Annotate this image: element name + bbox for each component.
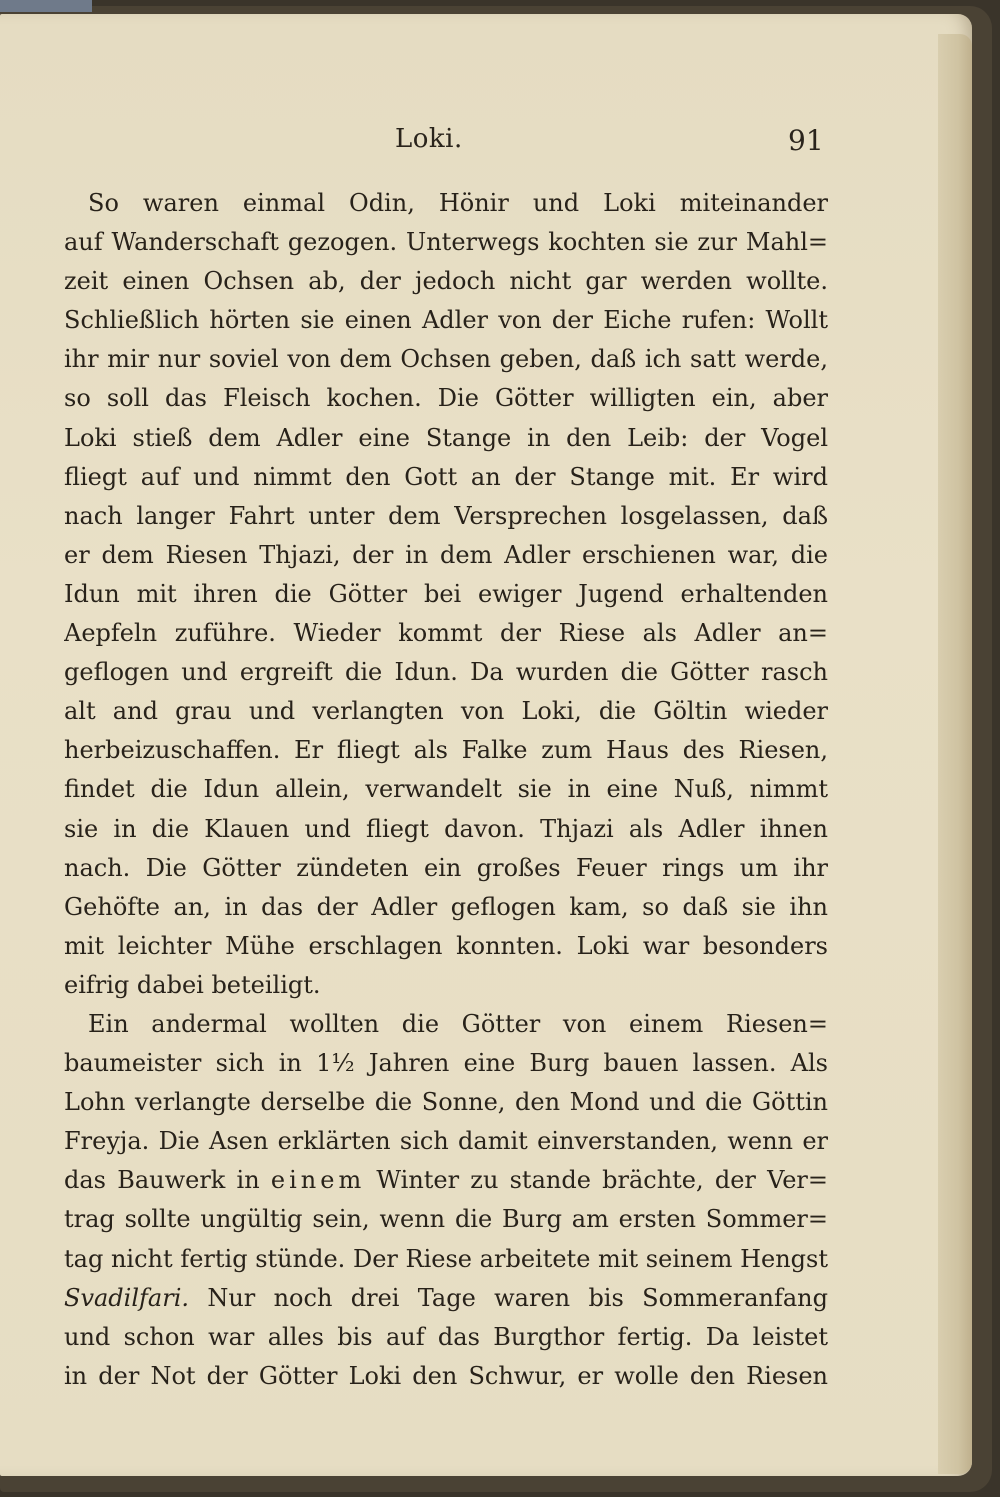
text-line: Loki stieß dem Adler eine Stange in den Leib: der Vogel [64,423,828,452]
text-line: baumeister sich in 1½ Jahren eine Burg bauen lassen. Als [64,1049,828,1078]
text-line: herbeizuschaffen. Er fliegt als Falke zum Haus des Riesen, [64,736,828,765]
text-line: mit leichter Mühe erschlagen konnten. Loki war besonders [64,931,828,960]
text-line: eifrig dabei beteiligt. [64,970,321,999]
running-head [0,124,972,164]
text-line: Schließlich hörten sie einen Adler von der Eiche rufen: Wollt [64,306,828,335]
text-line: trag sollte ungültig sein, wenn die Burg am ersten Sommer= [64,1205,828,1234]
text-line: nach. Die Götter zündeten ein großes Feuer rings um ihr [64,853,828,882]
text-fragment: das Bauwerk in [64,1166,260,1195]
text-line: so soll das Fleisch kochen. Die Götter willigten ein, aber [64,384,828,413]
text-line: Gehöfte an, in das der Adler geflogen kam, so daß sie ihn [64,892,828,921]
text-line: zeit einen Ochsen ab, der jedoch nicht gar werden wollte. [64,267,828,296]
text-line: geflogen und ergreift die Idun. Da wurden die Götter rasch [64,658,828,687]
text-line: tag nicht fertig stünde. Der Riese arbeitete mit seinem Hengst [64,1244,828,1273]
text-line: Idun mit ihren die Götter bei ewiger Jugend erhaltenden [64,579,828,608]
spaced-emphasis: einem [270,1166,366,1195]
text-line-composite [64,1279,828,1318]
text-line: Ein andermal wollten die Götter von einem Riesen= [88,1009,828,1038]
text-line: ihr mir nur soviel von dem Ochsen geben, daß ich satt werde, [64,345,828,374]
text-line: und schon war alles bis auf das Burgthor fertig. Da leistet [64,1322,828,1351]
page-edge [938,34,972,1474]
text-line-composite [64,1161,828,1200]
text-line: alt and grau und verlangten von Loki, die Göltin wieder [64,697,828,726]
text-line: Aepfeln zuführe. Wieder kommt der Riese als Adler an= [64,619,828,648]
text-fragment: Nur noch drei Tage waren bis Sommeranfang [207,1283,828,1312]
chapter-title: Loki. [395,124,463,154]
text-line: sie in die Klauen und fliegt davon. Thjazi als Adler ihnen [64,814,828,843]
text-line: Lohn verlangte derselbe die Sonne, den Mond und die Göttin [64,1088,828,1117]
text-line: fliegt auf und nimmt den Gott an der Stange mit. Er wird [64,462,828,491]
italic-name: Svadilfari. [64,1283,189,1312]
text-line: So waren einmal Odin, Hönir und Loki miteinander [88,189,828,217]
text-line: auf Wanderschaft gezogen. Unterwegs kochten sie zur Mahl= [64,228,828,257]
text-line: er dem Riesen Thjazi, der in dem Adler erschienen war, die [64,540,828,569]
scanner-corner-tab [0,0,92,12]
body-text [64,184,828,1396]
text-line: in der Not der Götter Loki den Schwur, er wolle den Riesen [64,1361,828,1390]
page-number: 91 [788,124,824,157]
text-line: findet die Idun allein, verwandelt sie in eine Nuß, nimmt [64,775,828,804]
text-fragment: Winter zu stande brächte, der Ver= [376,1166,828,1195]
book-page [0,14,972,1476]
text-line: nach langer Fahrt unter dem Versprechen losgelassen, daß [64,501,828,530]
text-line: Freyja. Die Asen erklärten sich damit einverstanden, wenn er [64,1127,828,1156]
